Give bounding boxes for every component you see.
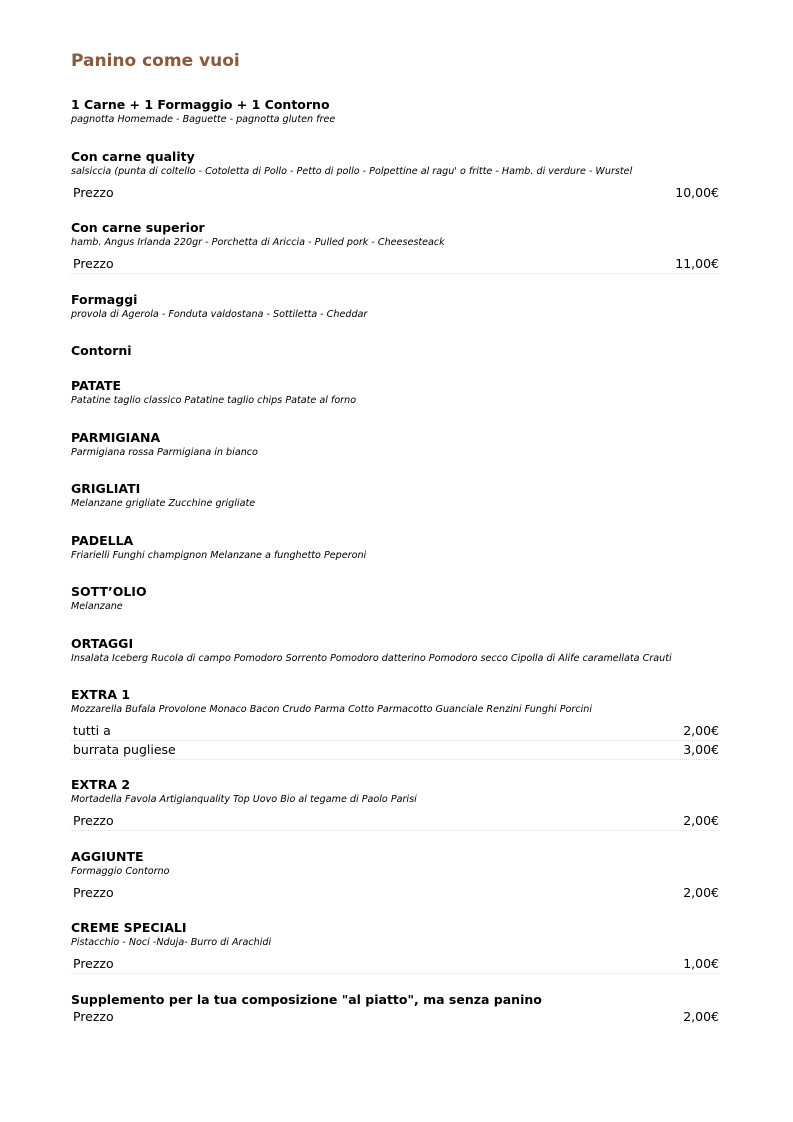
section-contorni	[71, 343, 719, 359]
section-description: Insalata Iceberg Rucola di campo Pomodoro Sorrento Pomodoro datterino Pomodoro secco Cipolla di Alife caramellata Crauti	[71, 653, 672, 664]
price-label: tutti a	[73, 723, 111, 738]
price-label: Prezzo	[73, 1009, 114, 1024]
section-parmigiana	[71, 430, 719, 459]
price-row	[71, 1008, 719, 1026]
price-value: 10,00€	[675, 185, 719, 200]
section-supplemento	[71, 992, 719, 1026]
section-title: AGGIUNTE	[71, 849, 144, 864]
price-row	[71, 884, 719, 902]
section-description: Friarielli Funghi champignon Melanzane a funghetto Peperoni	[71, 550, 367, 561]
section-padella	[71, 533, 719, 562]
section-creme-speciali	[71, 920, 719, 974]
section-title: Formaggi	[71, 292, 138, 307]
price-row	[71, 184, 719, 202]
page-title: Panino come vuoi	[71, 51, 240, 71]
section-description: Melanzane	[71, 601, 123, 612]
price-row	[71, 722, 719, 741]
section-base	[71, 97, 719, 126]
section-aggiunte	[71, 849, 719, 902]
section-title: PADELLA	[71, 533, 134, 548]
section-title: 1 Carne + 1 Formaggio + 1 Contorno	[71, 97, 330, 112]
price-row	[71, 812, 719, 831]
section-title: Contorni	[71, 343, 132, 358]
section-description: pagnotta Homemade - Baguette - pagnotta gluten free	[71, 114, 336, 125]
section-description: Mortadella Favola Artigianquality Top Uovo Bio al tegame di Paolo Parisi	[71, 794, 417, 805]
section-formaggi	[71, 292, 719, 321]
section-superior	[71, 220, 719, 274]
section-sottolio	[71, 584, 719, 613]
section-title: PATATE	[71, 378, 122, 393]
price-value: 2,00€	[683, 723, 719, 738]
section-patate	[71, 378, 719, 407]
price-row	[71, 255, 719, 274]
section-description: Parmigiana rossa Parmigiana in bianco	[71, 447, 258, 458]
price-label: Prezzo	[73, 256, 114, 271]
price-label: Prezzo	[73, 813, 114, 828]
price-value: 3,00€	[683, 742, 719, 757]
section-description: provola di Agerola - Fonduta valdostana - Sottiletta - Cheddar	[71, 309, 368, 320]
section-title: Con carne quality	[71, 149, 195, 164]
section-extra1	[71, 687, 719, 760]
section-description: Pistacchio - Noci -Nduja- Burro di Arachidi	[71, 937, 272, 948]
section-description: Patatine taglio classico Patatine taglio chips Patate al forno	[71, 395, 357, 406]
section-quality	[71, 149, 719, 202]
section-ortaggi	[71, 636, 719, 665]
section-description: hamb. Angus Irlanda 220gr - Porchetta di Ariccia - Pulled pork - Cheesesteack	[71, 237, 445, 248]
section-title: PARMIGIANA	[71, 430, 161, 445]
section-description: salsiccia (punta di coltello - Cotoletta di Pollo - Petto di pollo - Polpettine al ragu' o fritte - Hamb. di verdure - Wurstel	[71, 166, 633, 177]
price-label: Prezzo	[73, 885, 114, 900]
section-title: Con carne superior	[71, 220, 205, 235]
section-title: GRIGLIATI	[71, 481, 141, 496]
price-label: Prezzo	[73, 956, 114, 971]
section-title: CREME SPECIALI	[71, 920, 187, 935]
price-value: 11,00€	[675, 256, 719, 271]
section-title: EXTRA 2	[71, 777, 131, 792]
price-label: Prezzo	[73, 185, 114, 200]
price-value: 2,00€	[683, 813, 719, 828]
section-title: EXTRA 1	[71, 687, 131, 702]
section-grigliati	[71, 481, 719, 510]
section-extra2	[71, 777, 719, 831]
section-title: SOTT’OLIO	[71, 584, 147, 599]
price-value: 1,00€	[683, 956, 719, 971]
price-row	[71, 741, 719, 760]
price-label: burrata pugliese	[73, 742, 176, 757]
section-description: Mozzarella Bufala Provolone Monaco Bacon Crudo Parma Cotto Parmacotto Guanciale Renzini Funghi Porcini	[71, 704, 593, 715]
price-value: 2,00€	[683, 1009, 719, 1024]
section-title: Supplemento per la tua composizione "al piatto", ma senza panino	[71, 992, 542, 1007]
price-row	[71, 955, 719, 974]
section-description: Formaggio Contorno	[71, 866, 170, 877]
section-description: Melanzane grigliate Zucchine grigliate	[71, 498, 256, 509]
price-value: 2,00€	[683, 885, 719, 900]
section-title: ORTAGGI	[71, 636, 134, 651]
